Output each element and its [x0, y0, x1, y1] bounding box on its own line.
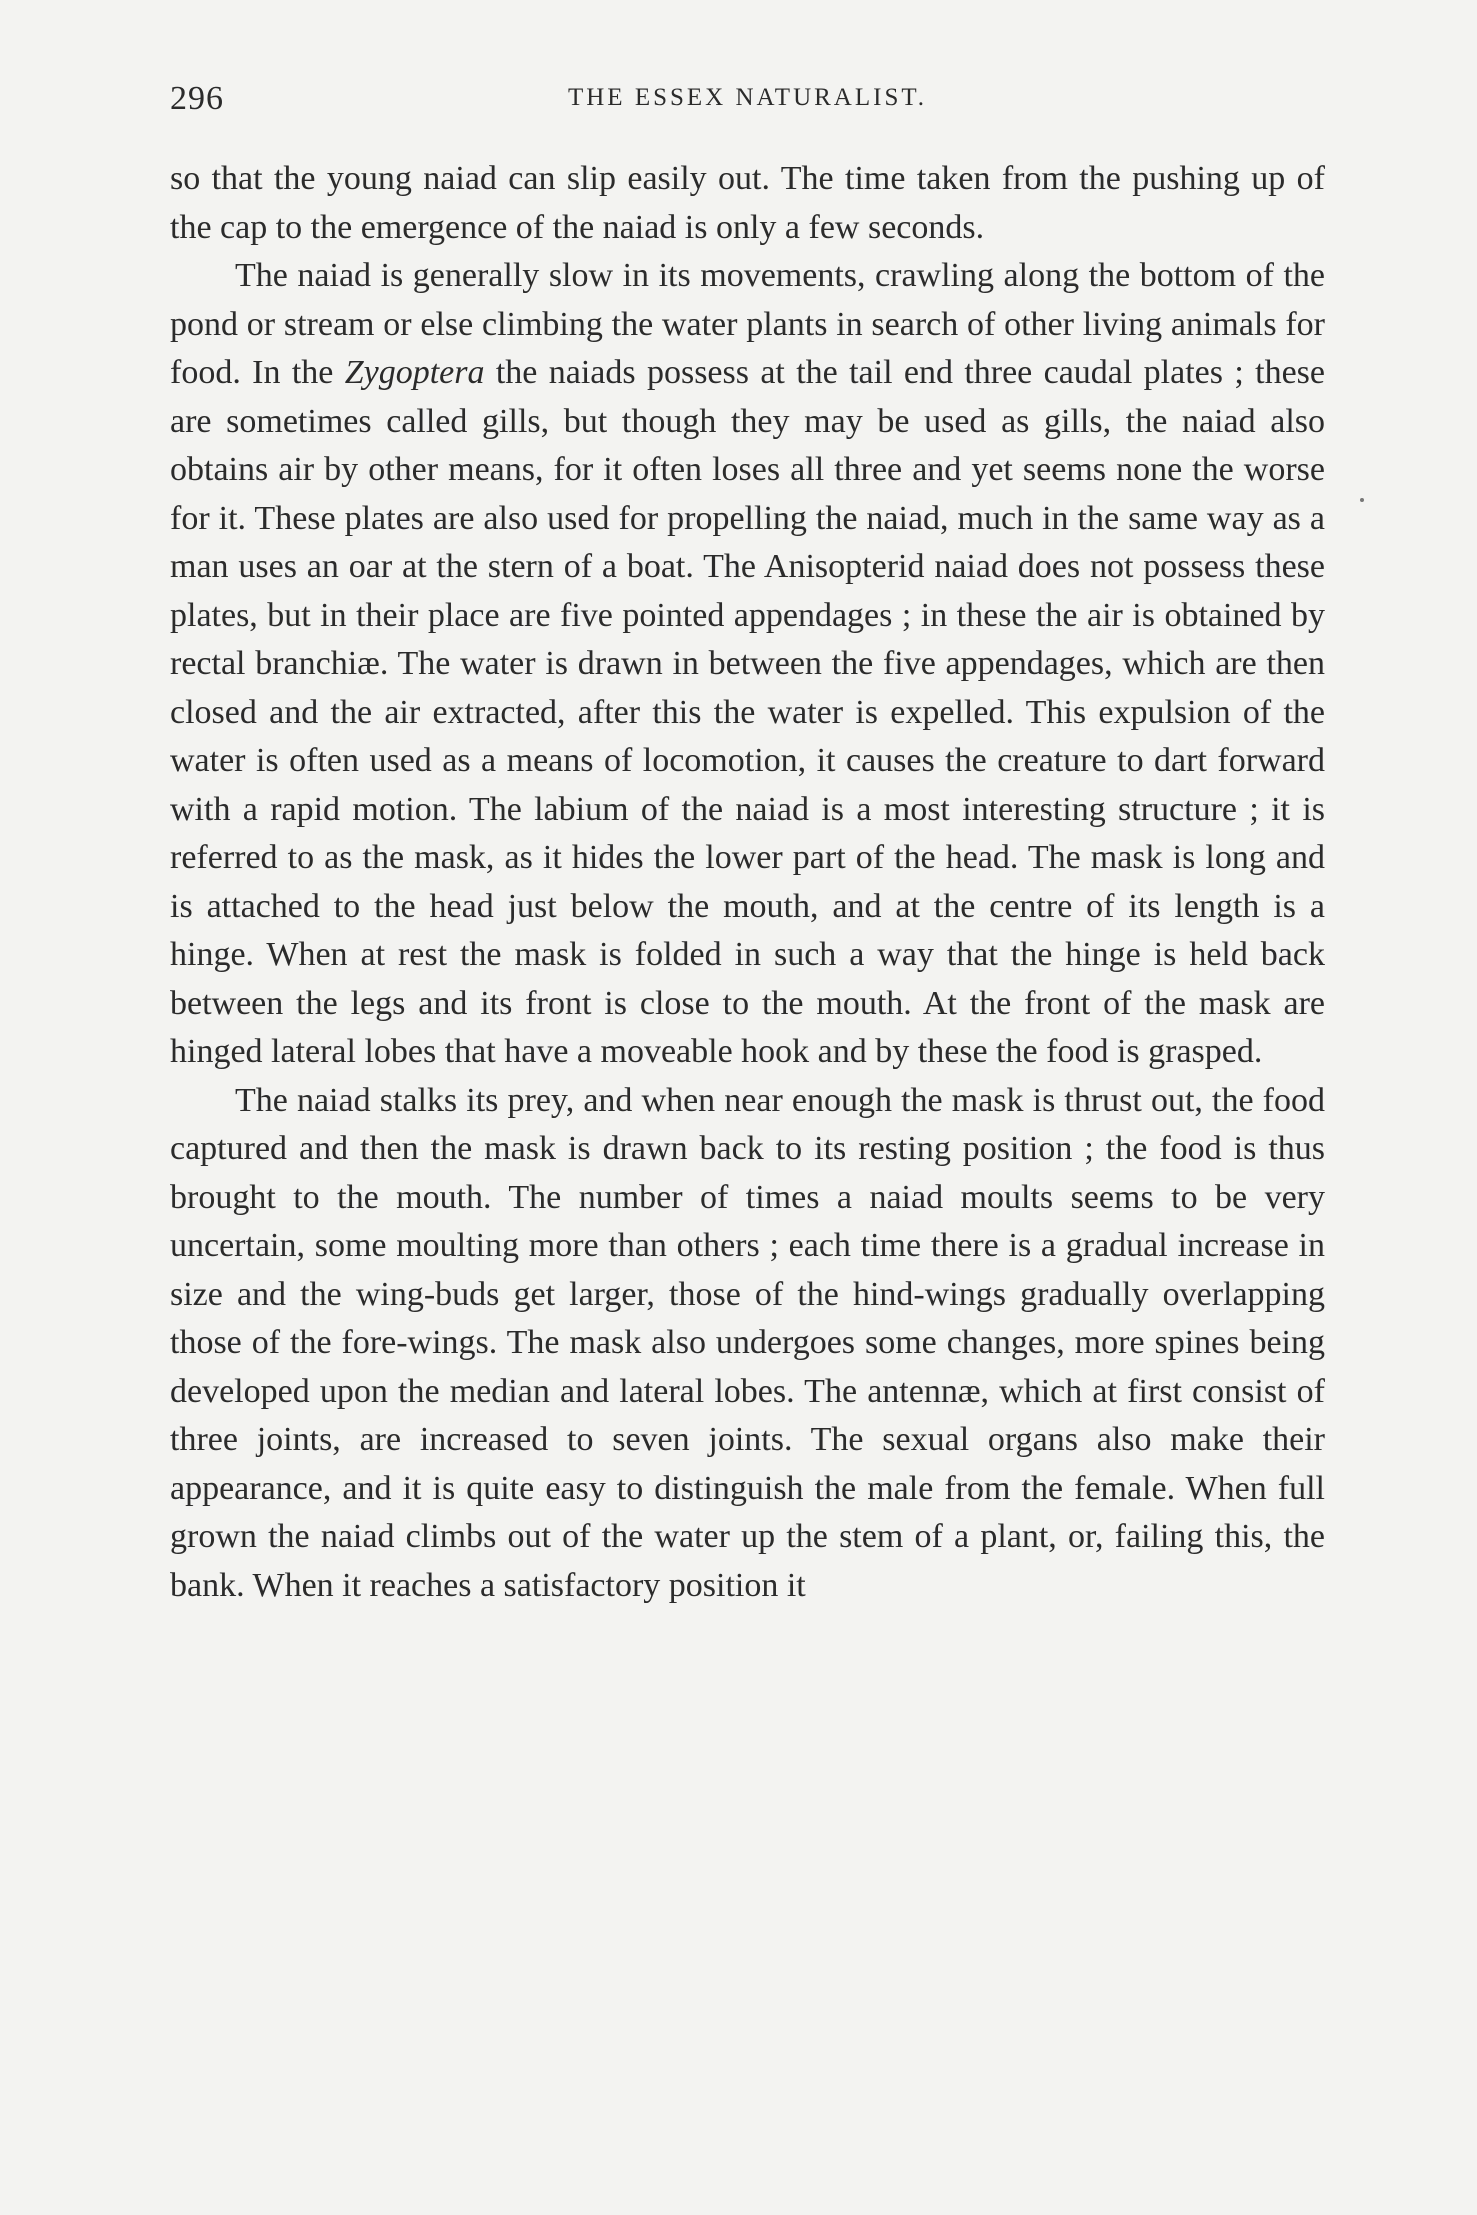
paragraph-1: so that the young naiad can slip easily out. The time taken from the pushing up of the cap to the emergence of the naiad is only a few seconds. — [170, 160, 1325, 246]
body-text — [170, 155, 1325, 1610]
paper-speck — [1360, 498, 1364, 502]
running-head: THE ESSEX NATURALIST. — [567, 84, 928, 111]
paragraph-2 — [170, 252, 1325, 1077]
taxon-name: Zygoptera — [344, 354, 485, 391]
page-header — [170, 80, 1325, 120]
page-number: 296 — [170, 80, 224, 117]
paragraph-3: The naiad stalks its prey, and when near enough the mask is thrust out, the food captured and then the mask is drawn back to its resting position ; the food is thus brought to the mouth. The number of times a naiad moults seems to be very uncertain, some moulting more than others ; each time there is a gradual increase in size and the wing-buds get larger, those of the hind-wings gradually overlapping those of the fore-wings. The mask also undergoes some changes, more spines being developed upon the median and lateral lobes. The antennæ, which at first consist of three joints, are increased to seven joints. The sexual organs also make their appearance, and it is quite easy to distinguish the male from the female. When full grown the naiad climbs out of the water up the stem of a plant, or, failing this, the bank. When it reaches a satisfactory position it — [170, 1081, 1325, 1604]
paragraph-2-text-end: the naiads possess at the tail end three caudal plates ; these are sometimes called gills, but though they may be used as gills, the naiad also obtains air by other means, for it often loses all three and yet seems none the worse for it. These plates are also used for propelling the naiad, much in the same way as a man uses an oar at the stern of a boat. The Anisopterid naiad does not possess these plates, but in their place are five pointed appendages ; in these the air is obtained by rectal branchiæ. The water is drawn in between the five appendages, which are then closed and the air extracted, after this the water is expelled. This expulsion of the water is often used as a means of locomotion, it causes the creature to dart forward with a rapid motion. The labium of the naiad is a most interesting structure ; it is referred to as the mask, as it hides the lower part of the head. The mask is long and is attached to the head just below the mouth, and at the centre of its length is a hinge. When at rest the mask is folded in such a way that the hinge is held back between the legs and its front is close to the mouth. At the front of the mask are hinged lateral lobes that have a moveable hook and by these the food is grasped. — [170, 354, 1325, 1070]
paragraph-2-text-start: The naiad is generally slow in its movements, crawling along the bottom of the pond or stream or else climbing the water plants in search of other living animals for food. In the — [170, 257, 1325, 391]
